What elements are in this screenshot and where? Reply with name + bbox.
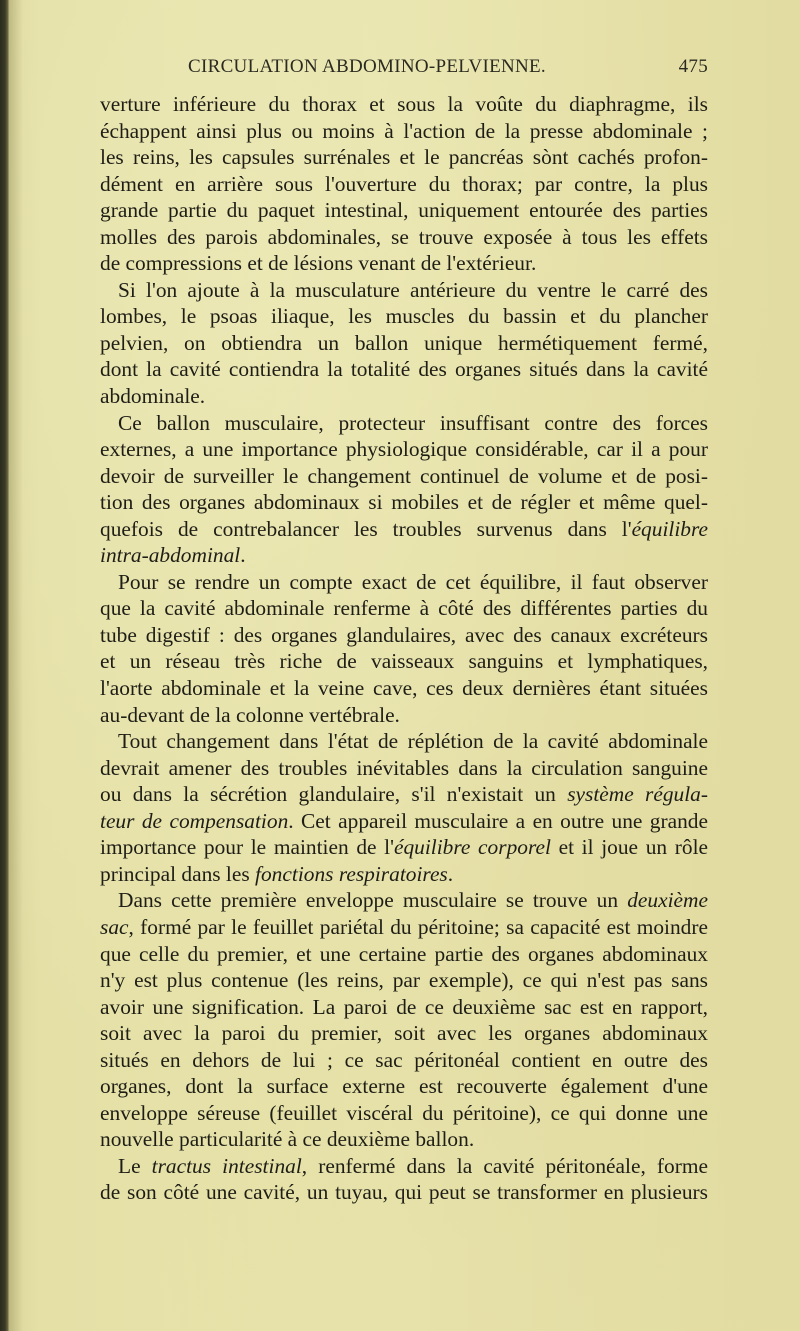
text-line <box>100 834 708 861</box>
text-line: molles des parois abdominales, se trouve exposée à tous les effets <box>100 224 708 249</box>
text-line <box>100 887 708 914</box>
paragraph <box>100 91 708 277</box>
text-line: nouvelle particularité à ce deuxième ballon. <box>100 1127 475 1152</box>
italic-term: intra-abdominal <box>100 543 241 568</box>
text-line <box>100 516 708 543</box>
text-line: n'y est plus contenue (les reins, par exemple), ce qui n'est pas sans <box>100 968 708 993</box>
text-line: devrait amener des troubles inévitables dans la circulation sanguine <box>100 755 708 780</box>
running-title: CIRCULATION ABDOMINO-PELVIENNE. <box>188 56 546 77</box>
text-run: et il joue un rôle <box>550 835 709 860</box>
text-run: , renfermé dans la cavité péritonéale, forme <box>301 1153 708 1178</box>
page-number: 475 <box>678 56 708 77</box>
text-line: avoir une signification. La paroi de ce deuxième sac est en rapport, <box>100 994 708 1019</box>
text-line: de compressions et de lésions venant de l'extérieur. <box>100 251 537 276</box>
paragraph <box>100 277 708 410</box>
text-line: enveloppe séreuse (feuillet viscéral du péritoine), ce qui donne une <box>100 1100 708 1125</box>
text-line: et un réseau très riche de vaisseaux sanguins et lymphatiques, <box>100 649 708 674</box>
text-line: verture inférieure du thorax et sous la voûte du diaphragme, ils <box>100 92 708 116</box>
text-line: Ce ballon musculaire, protecteur insuffisant contre des forces <box>118 410 708 435</box>
text-run: quefois de contrebalancer les troubles survenus dans l' <box>100 516 632 541</box>
text-line: abdominale. <box>100 384 206 409</box>
text-line: Tout changement dans l'état de réplétion de la cavité abdominale <box>118 729 708 754</box>
text-run: Dans cette première enveloppe musculaire se trouve un <box>118 888 628 913</box>
text-run: Le <box>118 1153 152 1178</box>
text-run: , formé par le feuillet pariétal du péritoine; sa capacité est moindre <box>128 914 708 939</box>
text-line <box>100 781 708 808</box>
running-head <box>100 56 708 80</box>
text-line <box>100 914 708 941</box>
text-line: lombes, le psoas iliaque, les muscles du bassin et du plancher <box>100 304 708 329</box>
text-line <box>100 808 708 835</box>
text-line: soit avec la paroi du premier, soit avec les organes abdominaux <box>100 1021 708 1046</box>
text-line: de son côté une cavité, un tuyau, qui peut se transformer en plusieurs <box>100 1180 708 1205</box>
italic-term: deuxième <box>627 888 708 913</box>
paragraph <box>100 410 708 569</box>
text-run: principal dans les <box>100 861 256 886</box>
text-line: que la cavité abdominale renferme à côté des différentes parties du <box>100 596 708 621</box>
text-line: l'aorte abdominale et la veine cave, ces deux dernières étant situées <box>100 676 708 701</box>
text-run: . <box>240 543 246 568</box>
paragraph <box>100 728 708 887</box>
text-line: situés en dehors de lui ; ce sac péritonéal contient en outre des <box>100 1047 708 1072</box>
text-line <box>100 542 708 569</box>
paragraph <box>100 1153 708 1206</box>
text-run: . <box>447 861 454 886</box>
italic-term: équilibre corporel <box>393 835 551 860</box>
italic-term: tractus intestinal <box>151 1153 302 1178</box>
text-line: externes, a une importance physiologique considérable, car il a pour <box>100 437 708 462</box>
text-line: grande partie du paquet intestinal, uniquement entourée des parties <box>100 198 708 223</box>
italic-term: fonctions respiratoires <box>255 861 448 886</box>
text-line: que celle du premier, et une certaine partie des organes abdominaux <box>100 941 708 966</box>
text-line: Si l'on ajoute à la musculature antérieure du ventre le carré des <box>118 277 708 302</box>
text-run: . Cet appareil musculaire a en outre une grande <box>288 808 708 833</box>
text-line: au-devant de la colonne vertébrale. <box>100 702 400 727</box>
text-line: les reins, les capsules surrénales et le pancréas sònt cachés profon- <box>100 145 708 170</box>
text-line: dément en arrière sous l'ouverture du thorax; par contre, la plus <box>100 171 708 196</box>
paragraph <box>100 569 708 728</box>
text-line: tube digestif : des organes glandulaires, avec des canaux excréteurs <box>100 622 708 647</box>
text-line <box>100 1153 708 1180</box>
italic-term: équilibre <box>631 516 708 541</box>
italic-term: système régula- <box>567 782 709 807</box>
text-line: devoir de surveiller le changement continuel de volume et de posi- <box>100 463 708 488</box>
italic-term: sac <box>100 914 129 939</box>
text-line: dont la cavité contiendra la totalité des organes situés dans la cavité <box>100 357 708 382</box>
text-line: Pour se rendre un compte exact de cet équilibre, il faut observer <box>118 569 708 594</box>
text-line: tion des organes abdominaux si mobiles et de régler et même quel- <box>100 490 708 515</box>
text-line: organes, dont la surface externe est recouverte également d'une <box>100 1074 708 1099</box>
text-line: pelvien, on obtiendra un ballon unique hermétiquement fermé, <box>100 330 708 355</box>
text-run: importance pour le maintien de l' <box>100 835 394 860</box>
italic-term: teur de compensation <box>100 808 289 833</box>
text-run: ou dans la sécrétion glandulaire, s'il n'existait un <box>100 782 568 807</box>
body-text <box>100 91 708 1206</box>
paragraph <box>100 887 708 1152</box>
text-line: échappent ainsi plus ou moins à l'action de la presse abdominale ; <box>100 118 708 143</box>
text-line <box>100 861 708 888</box>
